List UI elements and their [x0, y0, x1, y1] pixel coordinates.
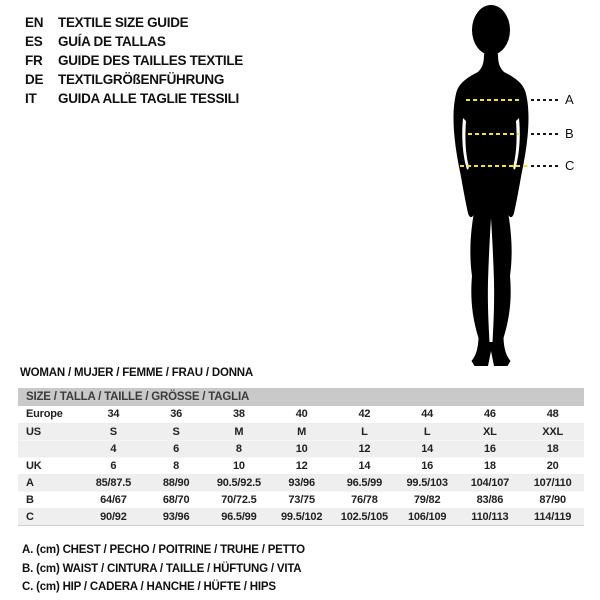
size-cell: M	[208, 423, 271, 440]
waist-measure-line	[468, 133, 520, 135]
language-code: ES	[25, 34, 43, 49]
size-cell: 88/90	[145, 474, 208, 491]
size-cell: 70/72.5	[208, 491, 271, 508]
language-title: GUÍA DE TALLAS	[58, 34, 166, 49]
size-cell: 6	[82, 457, 145, 474]
size-cell: 90/92	[82, 508, 145, 525]
table-row	[18, 406, 584, 423]
size-cell: 110/113	[459, 508, 522, 525]
size-cell: 34	[82, 406, 145, 423]
size-cell: 16	[396, 457, 459, 474]
row-label: Europe	[18, 406, 82, 423]
size-cell: 12	[333, 440, 396, 457]
size-table-header: SIZE / TALLA / TAILLE / GRÖSSE / TAGLIA	[18, 388, 584, 406]
size-cell: 79/82	[396, 491, 459, 508]
language-code: FR	[25, 53, 43, 68]
legend-item: C. (cm) HIP / CADERA / HANCHE / HÜFTE / HIPS	[22, 581, 276, 593]
size-cell: 4	[82, 440, 145, 457]
language-row	[25, 51, 243, 70]
hip-measure-line	[460, 165, 528, 167]
row-label: C	[18, 508, 82, 525]
language-list	[25, 13, 243, 108]
language-title: GUIDE DES TAILLES TEXTILE	[58, 53, 244, 68]
size-cell: 14	[396, 440, 459, 457]
size-cell: 42	[333, 406, 396, 423]
size-cell: XL	[459, 423, 522, 440]
size-cell: 18	[521, 440, 584, 457]
measurement-legend	[22, 541, 305, 597]
size-cell: 96.5/99	[208, 508, 271, 525]
legend-item: B. (cm) WAIST / CINTURA / TAILLE / HÜFTUNG / VITA	[22, 562, 302, 575]
row-label: US	[18, 423, 82, 440]
size-cell: 10	[208, 457, 271, 474]
size-cell: 20	[521, 457, 584, 474]
size-cell: 114/119	[521, 508, 584, 525]
section-title-woman: WOMAN / MUJER / FEMME / FRAU / DONNA	[20, 367, 254, 379]
row-label	[18, 440, 82, 457]
chest-pointer-line	[531, 99, 559, 101]
size-cell: 99.5/102	[270, 508, 333, 525]
chest-measure-line	[466, 99, 522, 101]
size-cell: 99.5/103	[396, 474, 459, 491]
size-cell: 36	[145, 406, 208, 423]
size-table	[18, 388, 584, 526]
size-table-body	[18, 406, 584, 525]
size-cell: 93/96	[270, 474, 333, 491]
row-label: UK	[18, 457, 82, 474]
size-cell: XXL	[521, 423, 584, 440]
size-cell: 18	[459, 457, 522, 474]
language-code: DE	[25, 72, 44, 87]
language-row	[25, 89, 243, 108]
size-cell: 12	[270, 457, 333, 474]
size-cell: 8	[208, 440, 271, 457]
size-cell: 48	[521, 406, 584, 423]
language-title: GUIDA ALLE TAGLIE TESSILI	[58, 91, 239, 106]
language-row	[25, 13, 243, 32]
size-cell: 106/109	[396, 508, 459, 525]
size-cell: 8	[145, 457, 208, 474]
size-cell: 10	[270, 440, 333, 457]
language-title: TEXTILE SIZE GUIDE	[58, 15, 189, 30]
table-row	[18, 423, 584, 440]
size-cell: S	[82, 423, 145, 440]
size-cell: 85/87.5	[82, 474, 145, 491]
language-row	[25, 70, 243, 89]
legend-item: A. (cm) CHEST / PECHO / POITRINE / TRUHE / PETTO	[22, 544, 305, 556]
row-label: A	[18, 474, 82, 491]
language-row	[25, 32, 243, 51]
woman-silhouette	[448, 2, 548, 368]
size-cell: 38	[208, 406, 271, 423]
size-cell: 90.5/92.5	[208, 474, 271, 491]
table-row	[18, 474, 584, 491]
table-row	[18, 508, 584, 525]
waist-pointer-line	[531, 133, 559, 135]
size-cell: 14	[333, 457, 396, 474]
table-row	[18, 457, 584, 474]
size-table-header-row	[18, 388, 584, 406]
language-code: EN	[25, 15, 44, 30]
size-cell: S	[145, 423, 208, 440]
silhouette-head	[472, 5, 510, 55]
marker-label-a: A	[565, 92, 574, 107]
size-cell: 83/86	[459, 491, 522, 508]
marker-label-b: B	[565, 126, 574, 141]
size-cell: 73/75	[270, 491, 333, 508]
marker-label-c: C	[565, 158, 575, 173]
table-row	[18, 440, 584, 457]
size-cell: 46	[459, 406, 522, 423]
table-row	[18, 491, 584, 508]
size-cell: L	[396, 423, 459, 440]
size-cell: 87/90	[521, 491, 584, 508]
size-cell: 16	[459, 440, 522, 457]
size-cell: 40	[270, 406, 333, 423]
size-cell: 96.5/99	[333, 474, 396, 491]
size-cell: 102.5/105	[333, 508, 396, 525]
size-cell: 104/107	[459, 474, 522, 491]
size-cell: 68/70	[145, 491, 208, 508]
row-label: B	[18, 491, 82, 508]
size-cell: 107/110	[521, 474, 584, 491]
size-cell: M	[270, 423, 333, 440]
size-cell: 93/96	[145, 508, 208, 525]
size-cell: 64/67	[82, 491, 145, 508]
size-cell: 44	[396, 406, 459, 423]
language-title: TEXTILGRÖßENFÜHRUNG	[58, 72, 225, 87]
language-code: IT	[25, 91, 37, 106]
size-cell: 6	[145, 440, 208, 457]
size-cell: 76/78	[333, 491, 396, 508]
hip-pointer-line	[531, 165, 559, 167]
size-cell: L	[333, 423, 396, 440]
